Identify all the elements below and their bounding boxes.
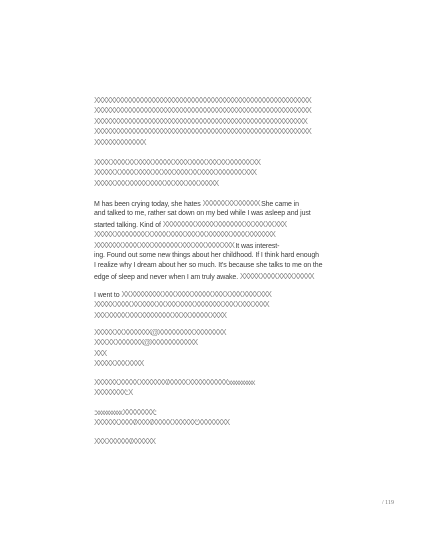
body-text: M has been crying today, she hates (94, 201, 201, 208)
paragraph-line (94, 272, 328, 282)
redaction: XX XXXXXXXX XXX XXXX XXXXX XXX X XXX XXXX XXX (121, 290, 271, 299)
redacted-line: XXXXXXXXXXXXXXXXXXXXXXXXXXXXXXXXXXXXXXXXXXXXXXXXXXXXXXX (94, 96, 311, 105)
final-block (94, 437, 328, 447)
redaction: XXXXXXXX XXXXX XXXXXXX XX XXX XX XXX (162, 219, 286, 229)
redacted-line: XXXXX XXXX XX XXXX XX XXX XXXX XXXXXXX XXX X XXX XXXX (94, 300, 269, 310)
paragraph-line: ing. Found out some new things about her childhood. If I think hard enough (94, 251, 319, 259)
journal-paragraph (94, 199, 328, 282)
redacted-line: ::xxxxxxxxxx XXXXXXXX:: (94, 408, 156, 417)
redacted-line: XXXXXX.XXXXX XXXXXXX/XXXXX XXXXXXXXXX:xxxxxxxxxx (94, 378, 254, 387)
redacted-line: XXX XXXXXX/XXXXXX (94, 437, 155, 446)
contact-block (94, 328, 328, 370)
redacted-line: XXXXXXXXXXXXXXXXXXXXXXXXXXXXXXXXXXXXXXXXXXXXXXXXXXXXXXX (94, 106, 311, 116)
paragraph-line (94, 199, 328, 209)
body-text: started talking. Kind of (94, 221, 161, 229)
redacted-paragraph-2 (94, 158, 328, 189)
redacted-line: XXXXXX.XXXX/XXXX/XXXXX XXXXXX::XXXXXXXX (94, 418, 229, 428)
redacted-line: XXXXX XX XXXXXXX@XXXXXXXXX XXXXXXXX (94, 328, 226, 337)
redacted-line: XXX XX XXXXXXX@XXXXXXXXXXXX (94, 338, 197, 348)
redacted-line: XXXXX XXX XXXXX XXXX XX XXX XXX XXXXX (94, 178, 218, 188)
journal-paragraph-2 (94, 290, 328, 321)
paragraph-line (94, 241, 328, 251)
link-block-1 (94, 378, 328, 399)
page-number: / 119 (382, 500, 394, 506)
redacted-line: XXXXXXXX:: X (94, 388, 132, 398)
redacted-line: XXXXX X XXXX XXXX XX XXX XXXX XX XXXX XXXXXXX XXX (94, 168, 256, 178)
redacted-line: XXXXXXXXXXXXXXXXXXXXXXXXXXXXXXXXXXXXXXXXXXXXXXXXXXXXXX (94, 116, 307, 126)
link-block-2 (94, 408, 328, 429)
redacted-paragraph-1 (94, 96, 328, 148)
redaction: XXXXX XXXX XXXX XXXXX (239, 271, 314, 281)
redacted-line: XXXXXXXXXXXXX (94, 137, 146, 147)
redacted-line: XXX (94, 348, 106, 358)
paragraph-line: I realize why I dream about her so much. It's because she talks to me on the (94, 262, 323, 270)
paragraph-line: and talked to me, rather sat down on my bed while I was asleep and just (94, 210, 311, 218)
redacted-line: XXXXX XXX XXXX (94, 359, 143, 369)
body-text: I went to (94, 292, 120, 299)
paragraph-line (94, 220, 328, 230)
redaction: XXXXXX XX XXXXXX (202, 199, 260, 208)
redacted-line: XXXX XXXX XX XXXX XXXXX XXXX XXXX XXX XX XXXXXX XX (94, 158, 260, 167)
body-text: She came in (261, 201, 299, 208)
paragraph-line (94, 290, 328, 300)
body-text: It was interest- (235, 242, 280, 250)
body-text: edge of sleep and never when I am truly awake. (94, 273, 239, 281)
redacted-line: XXXXX XXXXXXXX X XXXX XXXX XXX XX XXXXXX XXXX XXXXXXX (94, 230, 275, 240)
redaction: XXXXXXX XXXX XXX XXXXXXX XXX XXX XXXX XXX (94, 240, 234, 250)
redacted-line: XXX XXXXX XXX XXXXXXXX XX XX XXXXX XXXX (94, 310, 226, 320)
redacted-line: XXXXXXXXXXXXXXXXXXXXXXXXXXXXXXXXXXXXXXXXXXXXXXXXXXXXXXX (94, 127, 311, 137)
